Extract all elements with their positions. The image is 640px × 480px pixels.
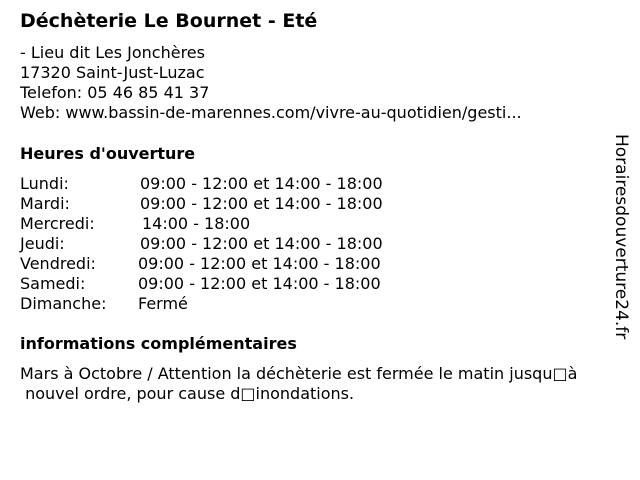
day-label: Mercredi: bbox=[20, 214, 95, 233]
address-city: 17320 Saint-Just-Luzac bbox=[20, 63, 205, 82]
time-value: 09:00 - 12:00 et 14:00 - 18:00 bbox=[140, 234, 383, 253]
page-title: Déchèterie Le Bournet - Eté bbox=[20, 10, 318, 32]
phone-number[interactable]: Telefon: 05 46 85 41 37 bbox=[20, 83, 210, 102]
day-label: Mardi: bbox=[20, 194, 70, 213]
time-value: 09:00 - 12:00 et 14:00 - 18:00 bbox=[138, 254, 381, 273]
website-link[interactable]: Web: www.bassin-de-marennes.com/vivre-au-quotidien/gesti... bbox=[20, 103, 522, 122]
time-value: 14:00 - 18:00 bbox=[142, 214, 251, 233]
additional-info-text bbox=[20, 364, 630, 404]
info-line: nouvel ordre, pour cause d□inondations. bbox=[20, 384, 355, 403]
day-label: Vendredi: bbox=[20, 254, 96, 273]
time-value: 09:00 - 12:00 et 14:00 - 18:00 bbox=[140, 194, 383, 213]
time-value: 09:00 - 12:00 et 14:00 - 18:00 bbox=[140, 174, 383, 193]
day-label: Jeudi: bbox=[20, 234, 65, 253]
time-value: Fermé bbox=[138, 294, 188, 313]
day-label: Dimanche: bbox=[20, 294, 107, 313]
watermark bbox=[611, 134, 637, 344]
address-street: - Lieu dit Les Jonchères bbox=[20, 43, 205, 62]
watermark-text: Horairesdouverture24.fr bbox=[611, 134, 631, 340]
opening-hours-heading: Heures d'ouverture bbox=[20, 144, 196, 163]
address-block bbox=[20, 43, 522, 123]
day-label: Samedi: bbox=[20, 274, 86, 293]
additional-info-heading: informations complémentaires bbox=[20, 334, 297, 353]
day-label: Lundi: bbox=[20, 174, 69, 193]
info-line: Mars à Octobre / Attention la déchèterie est fermée le matin jusqu□à bbox=[20, 364, 578, 383]
time-value: 09:00 - 12:00 et 14:00 - 18:00 bbox=[138, 274, 381, 293]
